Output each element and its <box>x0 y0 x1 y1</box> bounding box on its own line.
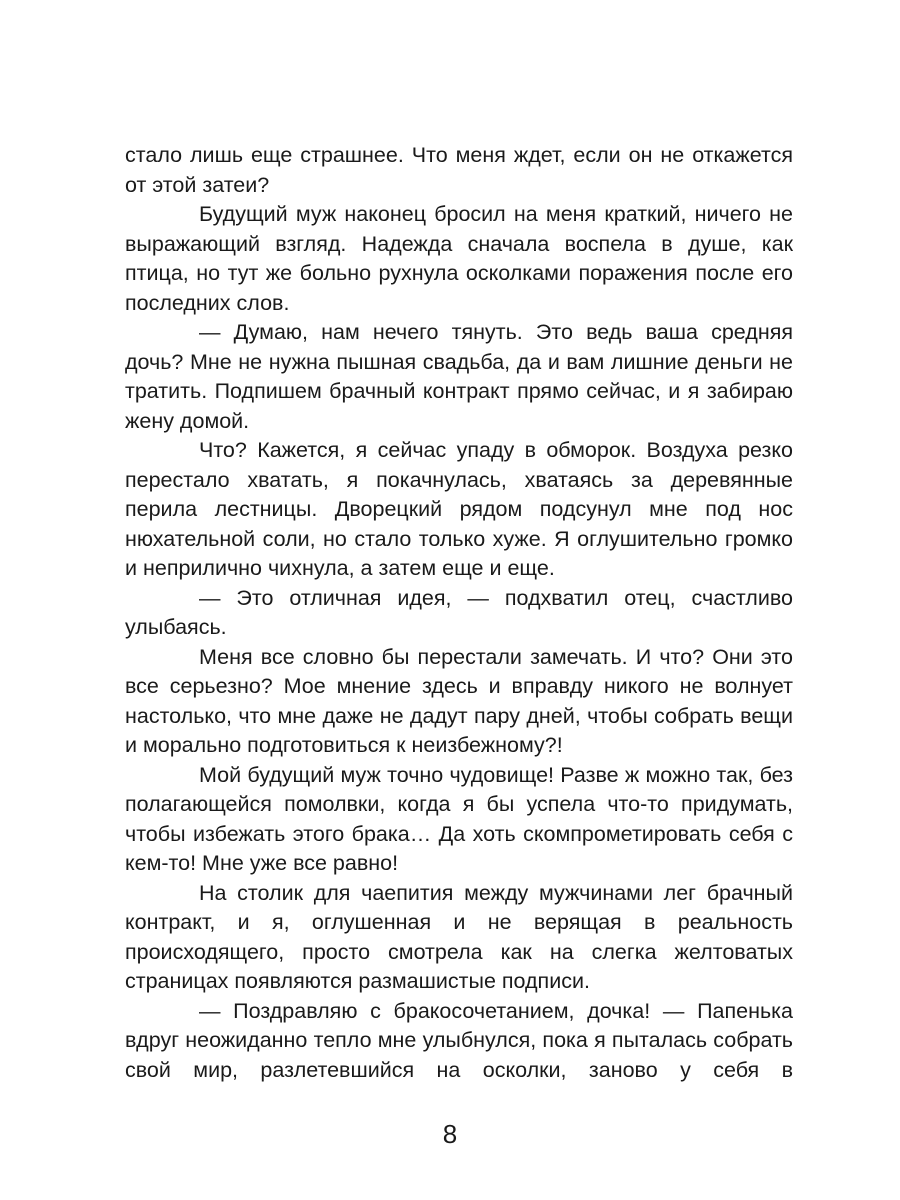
paragraph-contract: На столик для чаепития между мужчинами лег брачный контракт, и я, оглушенная и не верящая в реальность происходящего, просто смотрела как на слегка желтоватых страницах появляются размашистые подписи. <box>125 880 793 993</box>
paragraph-monster: Мой будущий муж точно чудовище! Разве ж можно так, без полагающейся помолвки, когда я бы успела что-то придумать, чтобы избежать этого брака… Да хоть скомпрометировать себя с кем-то! Мне уже все равно! <box>125 762 793 875</box>
paragraph-husband-speech: — Думаю, нам нечего тянуть. Это ведь ваша средняя дочь? Мне не нужна пышная свадьба, да и вам лишние деньги не тратить. Подпишем брачный контракт прямо сейчас, и я забираю жену домой. <box>125 320 793 433</box>
paragraph-husband-glance: Будущий муж наконец бросил на меня краткий, ничего не выражающий взгляд. Надежда сначала воспела в душе, как птица, но тут же больно рухнула осколками поражения после его последних слов. <box>125 202 793 315</box>
paragraph-ignored: Меня все словно бы перестали замечать. И что? Они это все серьезно? Мое мнение здесь и вправду никого не волнует настолько, что мне даже не дадут пару дней, чтобы собрать вещи и морально подготовиться к неизбежному?! <box>125 644 793 757</box>
paragraph-faint: Что? Кажется, я сейчас упаду в обморок. Воздуха резко перестало хватать, я покачнулась, хватаясь за деревянные перила лестницы. Дворецкий рядом подсунул мне под нос нюхательной соли, но стало только хуже. Я оглушительно громко и неприлично чихнула, а затем еще и еще. <box>125 438 793 580</box>
page-number: 8 <box>442 1119 458 1149</box>
paragraph-father-agrees: — Это отличная идея, — подхватил отец, счастливо улыбаясь. <box>125 585 793 639</box>
paragraph-congratulations: — Поздравляю с бракосочетанием, дочка! — Папенька вдруг неожиданно тепло мне улыбнулся, пока я пыталась собрать свой мир, разлетевшийся на осколки, заново у себя в <box>125 998 793 1082</box>
page-body <box>125 141 793 1085</box>
paragraph-continuation: стало лишь еще страшнее. Что меня ждет, если он не откажется от этой затеи? <box>125 143 793 197</box>
